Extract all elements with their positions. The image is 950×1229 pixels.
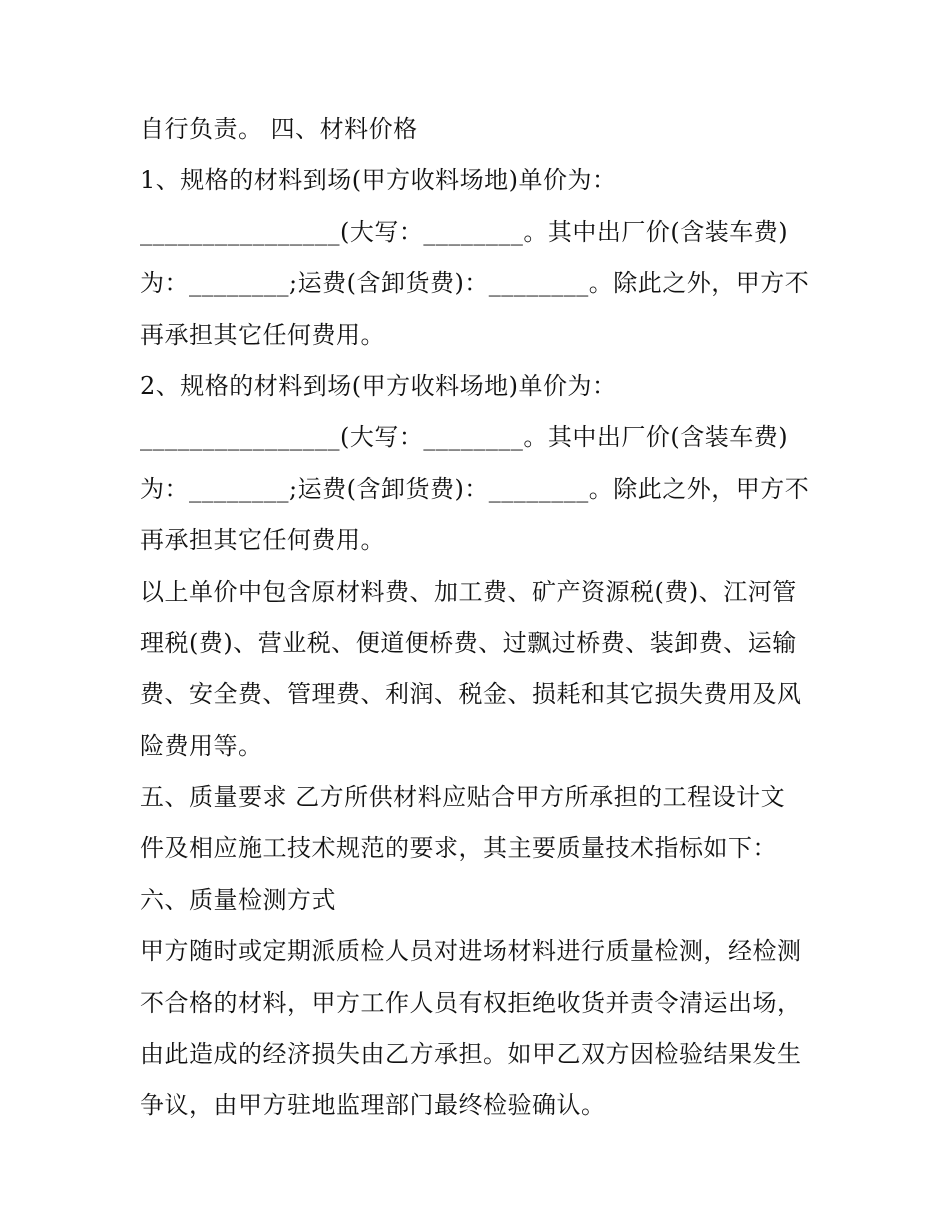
text-line: 以上单价中包含原材料费、加工费、矿产资源税(费)、江河管 [140, 577, 797, 606]
text-line: 为：________;运费(含卸货费)：________。除此之外，甲方不 [140, 474, 810, 503]
text-line: 由此造成的经济损失由乙方承担。如甲乙双方因检验结果发生 [140, 1040, 802, 1069]
text-line: 不合格的材料，甲方工作人员有权拒绝收货并责令清运出场， [140, 988, 802, 1017]
text-line: 1、规格的材料到场(甲方收料场地)单价为： [140, 166, 617, 195]
text-line: ________________(大写：________。其中出厂价(含装车费) [140, 217, 789, 246]
document-body [140, 104, 820, 1132]
text-line: 争议，由甲方驻地监理部门最终检验确认。 [140, 1091, 606, 1120]
text-line: 2、规格的材料到场(甲方收料场地)单价为： [140, 371, 617, 400]
text-line: 自行负责。 四、材料价格 [140, 115, 418, 143]
text-line: 费、安全费、管理费、利润、税金、损耗和其它损失费用及风 [140, 680, 802, 709]
text-line: ________________(大写：________。其中出厂价(含装车费) [140, 423, 789, 452]
text-line: 甲方随时或定期派质检人员对进场材料进行质量检测，经检测 [140, 937, 802, 966]
text-line: 再承担其它任何费用。 [140, 320, 385, 349]
text-line: 件及相应施工技术规范的要求，其主要质量技术指标如下： [140, 834, 777, 863]
text-line: 理税(费)、营业税、便道便桥费、过飘过桥费、装卸费、运输 [140, 628, 797, 657]
text-line: 五、质量要求 乙方所供材料应贴合甲方所承担的工程设计文 [140, 783, 786, 812]
text-line: 为：________;运费(含卸货费)：________。除此之外，甲方不 [140, 269, 810, 298]
text-line: 再承担其它任何费用。 [140, 526, 385, 555]
text-line: 险费用等。 [140, 731, 263, 760]
text-line: 六、质量检测方式 [140, 885, 336, 914]
